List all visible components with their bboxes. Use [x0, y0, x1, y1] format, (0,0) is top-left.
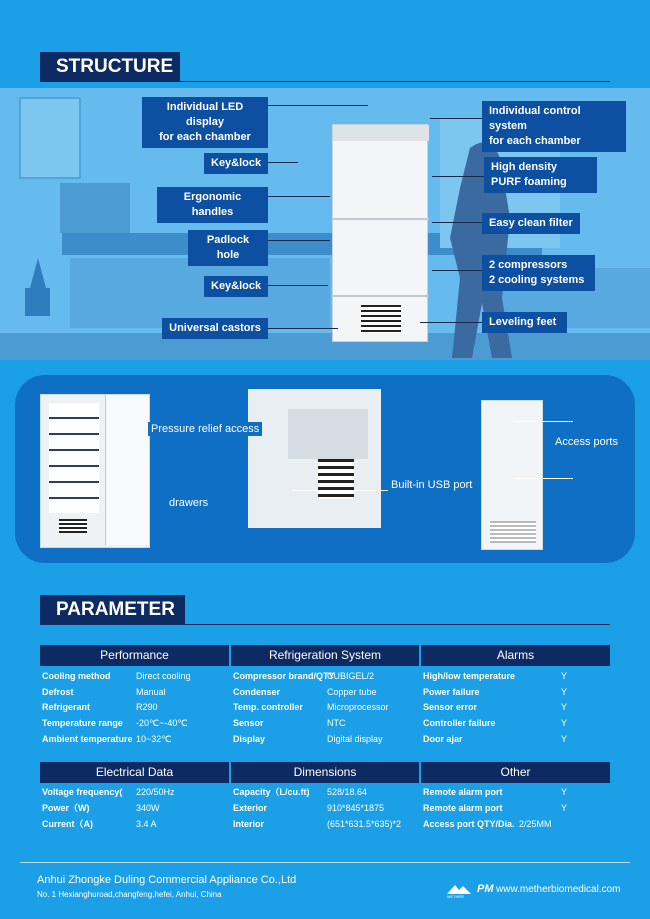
leader-line — [420, 322, 482, 323]
photo-usb-port — [248, 389, 381, 528]
footer-divider — [20, 862, 630, 863]
label-purf-foaming: High density PURF foaming — [484, 157, 597, 193]
label-universal-castors: Universal castors — [162, 318, 268, 339]
label-compressors: 2 compressors 2 cooling systems — [482, 255, 595, 291]
leader-line — [268, 240, 330, 241]
label-easy-clean-filter: Easy clean filter — [482, 213, 580, 234]
photo-open-freezer — [40, 394, 150, 548]
dimensions-header: Dimensions — [231, 762, 419, 783]
leader-line — [268, 196, 330, 197]
label-individual-control: Individual control system for each chamber — [482, 101, 626, 152]
caption-drawers: drawers — [166, 496, 211, 510]
photo-back-freezer — [481, 400, 543, 550]
caption-pressure-relief: Pressure relief access — [148, 422, 262, 436]
leader-line — [430, 118, 482, 119]
caption-access-ports: Access ports — [552, 435, 621, 449]
leader-line — [432, 222, 482, 223]
leader-line — [432, 270, 482, 271]
alarms-header: Alarms — [421, 645, 610, 666]
caption-usb-port: Built-in USB port — [388, 478, 475, 492]
company-address: No. 1 Hexianghuroad,changfeng,hefei, Anhui, China — [37, 890, 222, 899]
label-key-lock-bottom: Key&lock — [204, 276, 268, 297]
label-led-display: Individual LED display for each chamber — [142, 97, 268, 148]
refrigeration-header: Refrigeration System — [231, 645, 419, 666]
leader-line — [268, 162, 298, 163]
parameter-heading: PARAMETER — [40, 595, 185, 625]
leader-line — [513, 421, 573, 422]
structure-rule — [180, 81, 610, 82]
leader-line — [268, 105, 368, 106]
parameter-rule — [185, 624, 610, 625]
leader-line — [292, 490, 388, 491]
mether-logo: METHER — [447, 882, 471, 898]
freezer-illustration — [332, 124, 428, 342]
label-key-lock-top: Key&lock — [204, 153, 268, 174]
leader-line — [513, 478, 573, 479]
structure-heading: STRUCTURE — [40, 52, 180, 82]
label-leveling-feet: Leveling feet — [482, 312, 567, 333]
website-link[interactable]: www.metherbiomedical.com — [496, 884, 621, 895]
company-name: Anhui Zhongke Duling Commercial Appliance Co.,Ltd — [37, 874, 297, 886]
other-header: Other — [421, 762, 610, 783]
label-ergonomic-handles: Ergonomic handles — [157, 187, 268, 223]
performance-header: Performance — [40, 645, 229, 666]
leader-line — [268, 285, 328, 286]
leader-line — [268, 328, 338, 329]
leader-line — [432, 176, 484, 177]
pm-logo: PM — [477, 883, 494, 895]
brochure-page: STRUCTURE Individual LED display for each chamber Key&lock Ergonomic handles Padlock hole Key&lock Universal castors Individual control system for each chamber High density PURF foaming Easy clean filter 2 compressors 2 cooling systems Leveling feet Pressure relief access drawers Built-in USB port Access ports PARAMETER Performance Refrigeration System Alarms Cooling method Direct cooling Defrost Manual Refrigerant R290 Temperature range -20℃~-40℃ Ambient temperature 10~32℃ Compressor brand/QTY CUBIGEL/2 Condenser Copper tube Temp. controller Microprocessor Sensor NTC Display Digital display High/low temperature Y Power failure Y Sensor error Y Controller failure Y Door ajar Y Electrical Data Dimensions Other Voltage frequency( 220/50Hz Power（W) 340W Current（A) 3.4 A Capacity（L/cu.ft) 528/18.64 Exterior 910*845*1875 Interior (651*631.5*635)*2 Remote alarm port Y Remote alarm port Y Access port QTY/Dia. 2/25MM Anhui Zhongke Duling Commercial Appliance Co.,Ltd No. 1 Hexianghuroad,changfeng,hefei, Anhui, China METHER PM www.metherbiomedical.com — [0, 0, 650, 919]
label-padlock-hole: Padlock hole — [188, 230, 268, 266]
electrical-header: Electrical Data — [40, 762, 229, 783]
